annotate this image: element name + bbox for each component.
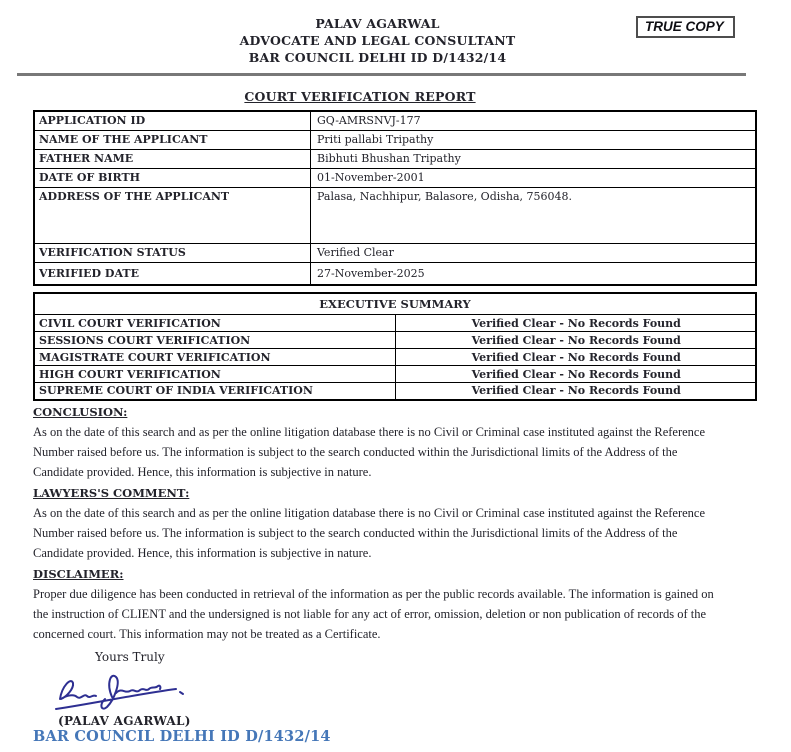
table-header-row — [34, 293, 756, 315]
row-label: VERIFIED DATE — [34, 262, 311, 285]
row-label: FATHER NAME — [34, 149, 311, 168]
row-label: ADDRESS OF THE APPLICANT — [34, 187, 311, 243]
table-row — [34, 130, 756, 149]
row-value: Verified Clear - No Records Found — [395, 349, 756, 366]
row-value: Palasa, Nachhipur, Balasore, Odisha, 756048. — [311, 187, 757, 243]
executive-summary-table — [33, 292, 757, 401]
row-value: Bibhuti Bhushan Tripathy — [311, 149, 757, 168]
section-disclaimer — [33, 563, 757, 644]
conclusion-heading: CONCLUSION: — [33, 404, 128, 419]
advocate-profession: ADVOCATE AND LEGAL CONSULTANT — [239, 33, 516, 48]
header-divider — [17, 73, 746, 76]
body-line: Number raised before us. The information is subject to the search conducted within the Jurisdictional limits of the Address of the — [33, 444, 678, 459]
advocate-name: PALAV AGARWAL — [315, 16, 440, 31]
row-label: APPLICATION ID — [34, 111, 311, 130]
table-row — [34, 366, 756, 383]
section-conclusion — [33, 401, 757, 482]
true-copy-stamp: TRUE COPY — [636, 16, 735, 38]
row-value: Verified Clear - No Records Found — [395, 366, 756, 383]
body-line: concerned court. This information may not be treated as a Certificate. — [33, 626, 381, 641]
row-value: Verified Clear - No Records Found — [395, 332, 756, 349]
table-row — [34, 168, 756, 187]
table-row — [34, 187, 756, 243]
row-label: SESSIONS COURT VERIFICATION — [34, 332, 395, 349]
row-value: Verified Clear - No Records Found — [395, 315, 756, 332]
row-value: Priti pallabi Tripathy — [311, 130, 757, 149]
row-value: 27-November-2025 — [311, 262, 757, 285]
body-line: the instruction of CLIENT and the undersigned is not liable for any act of error, omission, deletion or non publication of records of the — [33, 606, 707, 621]
row-label: CIVIL COURT VERIFICATION — [34, 315, 395, 332]
table-row — [34, 315, 756, 332]
section-lawyers-comment — [33, 482, 757, 563]
body-line: As on the date of this search and as per the online litigation database there is no Civil or Criminal case instituted against the Reference — [33, 505, 706, 520]
row-label: MAGISTRATE COURT VERIFICATION — [34, 349, 395, 366]
body-line: Candidate provided. Hence, this information is subjective in nature. — [33, 464, 372, 479]
closing-phrase: Yours Truly — [95, 649, 165, 664]
row-label: NAME OF THE APPLICANT — [34, 130, 311, 149]
disclaimer-heading: DISCLAIMER: — [33, 566, 124, 581]
table-row — [34, 243, 756, 262]
executive-summary-title: EXECUTIVE SUMMARY — [34, 293, 756, 315]
row-value: Verified Clear - No Records Found — [395, 383, 756, 400]
row-label: SUPREME COURT OF INDIA VERIFICATION — [34, 383, 395, 400]
body-line: Proper due diligence has been conducted in retrieval of the information as per the public records available. The information is gained on — [33, 586, 714, 601]
table-row — [34, 262, 756, 285]
bar-council-id-footer: BAR COUNCIL DELHI ID D/1432/14 — [33, 727, 331, 745]
table-row — [34, 383, 756, 400]
disclaimer-body — [33, 584, 757, 644]
table-row — [34, 111, 756, 130]
table-row — [34, 332, 756, 349]
table-row — [34, 149, 756, 168]
report-title: COURT VERIFICATION REPORT — [244, 89, 476, 104]
lawyers-comment-body — [33, 503, 757, 563]
applicant-details-table — [33, 110, 757, 286]
body-line: Candidate provided. Hence, this information is subjective in nature. — [33, 545, 372, 560]
signatory-name: (PALAV AGARWAL) — [58, 713, 191, 728]
row-value: Verified Clear — [311, 243, 757, 262]
conclusion-body — [33, 422, 757, 482]
row-value: GQ-AMRSNVJ-177 — [311, 111, 757, 130]
row-label: DATE OF BIRTH — [34, 168, 311, 187]
table-row — [34, 349, 756, 366]
advocate-bar-id: BAR COUNCIL DELHI ID D/1432/14 — [248, 50, 507, 65]
body-line: Number raised before us. The information is subject to the search conducted within the Jurisdictional limits of the Address of the — [33, 525, 678, 540]
row-label: HIGH COURT VERIFICATION — [34, 366, 395, 383]
lawyers-comment-heading: LAWYERS'S COMMENT: — [33, 485, 190, 500]
body-line: As on the date of this search and as per the online litigation database there is no Civil or Criminal case instituted against the Reference — [33, 424, 706, 439]
row-value: 01-November-2001 — [311, 168, 757, 187]
handwritten-signature-ink — [50, 666, 190, 712]
row-label: VERIFICATION STATUS — [34, 243, 311, 262]
